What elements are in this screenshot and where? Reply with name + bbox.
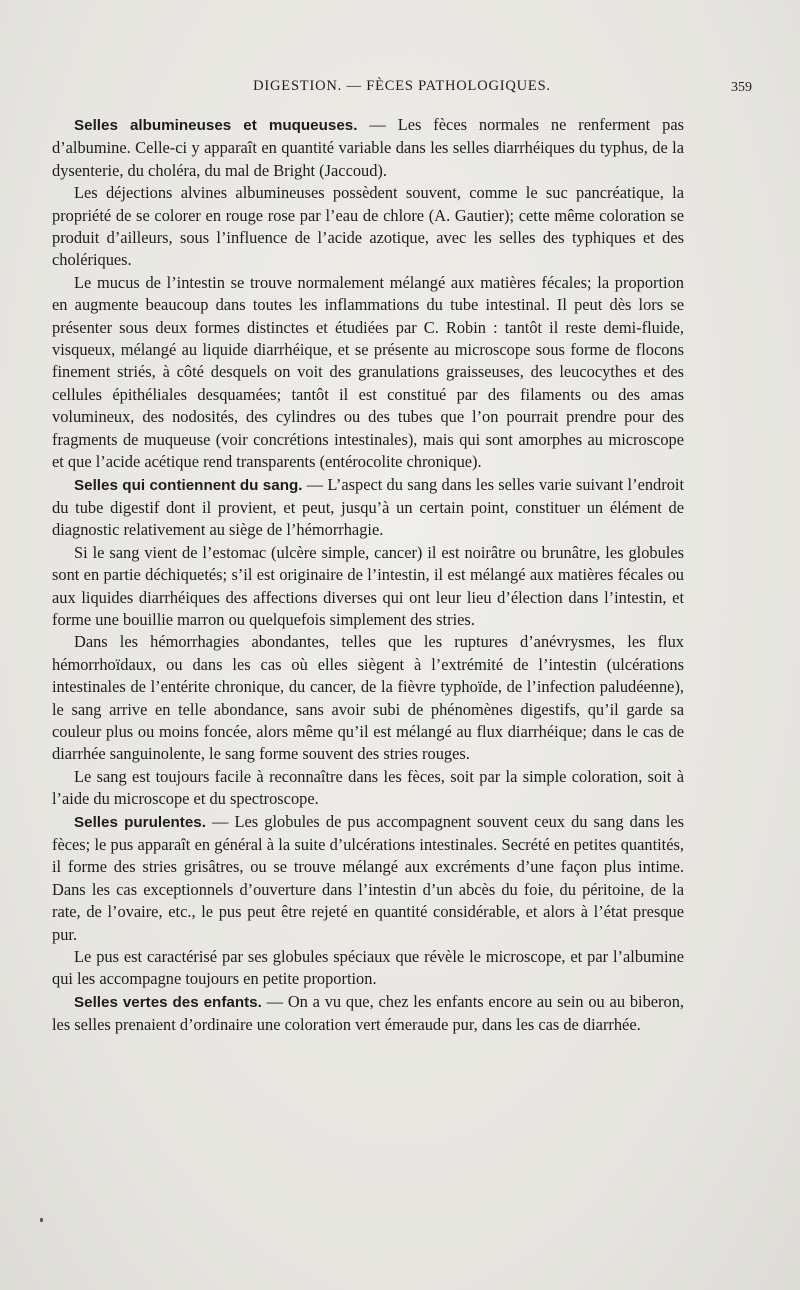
paragraph-hemorrhagies	[52, 631, 684, 765]
paragraph-text: — Les fèces normales ne renferment pas d’albumine. Celle-ci y apparaît en quantité variable dans les selles diarrhéiques du typhus, de la dysenterie, du choléra, du mal de Bright (Jaccoud).	[52, 115, 684, 180]
paragraph-mucus	[52, 272, 684, 474]
page-body	[52, 114, 684, 1037]
paragraph-text: Le sang est toujours facile à reconnaître dans les fèces, soit par la simple coloration, soit à l’aide du microscope et du spectroscope.	[52, 766, 684, 809]
section-heading: Selles purulentes.	[74, 813, 206, 831]
paragraph-text: — On a vu que, chez les enfants encore au sein ou au biberon, les selles prenaient d’ordinaire une coloration vert émeraude pur, dans les cas de diarrhée.	[52, 991, 684, 1035]
section-heading: Selles albumineuses et muqueuses.	[74, 117, 358, 134]
paragraph-estomac	[52, 542, 684, 632]
paragraph-text: Le mucus de l’intestin se trouve normalement mélangé aux matières fécales; la proportion en augmente beaucoup dans toutes les inflammations du tube intestinal. Il peut dès lors se présenter sous deux formes distinctes et étudiées par C. Robin : tantôt il reste demi-fluide, visqueux, mélangé au liquide diarrhéique, et se présente au microscope sous forme de flocons finement striés, à côté desquels on voit des granulations graisseuses, des leucocythes et des cellules épithéliales desquamées; tantôt il est constitué par des filaments ou des amas volumineux, des nodosités, des cylindres ou des tubes que l’on pourrait prendre pour des fragments de muqueuse (voir concrétions intestinales), mais qui sont amorphes au microscope et que l’acide acétique rend transparents (entérocolite chronique).	[52, 272, 684, 472]
paragraph-text: Dans les hémorrhagies abondantes, telles que les ruptures d’anévrysmes, les flux hémorrhoïdaux, ou dans les cas où elles siègent à l’extrémité de l’intestin (ulcérations intestinales de l’entérite chronique, du cancer, de la fièvre typhoïde, de l’infection paludéenne), le sang arrive en telle abondance, sans avoir subi de phénomènes digestifs, qu’il garde sa couleur plus ou moins foncée, alors même qu’il est mélangé au flux diarrhéique; dans le cas de diarrhée sanguinolente, le sang forme souvent des stries rouges.	[52, 632, 684, 764]
paragraph-text: Le pus est caractérisé par ses globules spéciaux que révèle le microscope, et par l’albumine qui les accompagne toujours en petite proportion.	[52, 947, 684, 989]
paragraph-purulentes	[52, 811, 684, 946]
paragraph-dejections	[52, 182, 684, 272]
section-heading: Selles qui contiennent du sang.	[74, 476, 303, 494]
print-speck	[40, 1218, 43, 1222]
paragraph-pus	[52, 946, 684, 991]
paragraph-text: — L’aspect du sang dans les selles varie suivant l’endroit du tube digestif dont il provient, et peut, jusqu’à un certain point, constituer un élément de diagnostic relativement au siège de l’hémorrhagie.	[52, 474, 684, 540]
paragraph-reconnaitre	[52, 766, 684, 811]
paragraph-albumineuses	[52, 114, 684, 182]
running-head: DIGESTION. — FÈCES PATHOLOGIQUES.	[253, 78, 551, 94]
paragraph-text: Si le sang vient de l’estomac (ulcère simple, cancer) il est noirâtre ou brunâtre, les globules sont en partie déchiquetés; s’il est originaire de l’intestin, il est mélangé aux matières fécales ou aux liquides diarrhéiques des affections diverses qui ont leur lieu d’élection dans l’intestin, et forme une bouillie marron ou quelquefois simplement des stries.	[52, 542, 684, 629]
section-heading: Selles vertes des enfants.	[74, 993, 262, 1011]
page-header	[52, 78, 752, 102]
paragraph-sang	[52, 474, 684, 542]
paragraph-text: — Les globules de pus accompagnent souvent ceux du sang dans les fèces; le pus apparaît en général à la suite d’ulcérations intestinales. Secrété en petites quantités, il forme des stries grisâtres, ou se trouve mélangé aux excréments d’une façon plus intime. Dans les cas exceptionnels d’ouverture dans l’intestin d’un abcès du foie, du péritoine, de la rate, de l’ovaire, etc., le pus peut être rejeté en quantité considérable, et alors à l’état presque pur.	[52, 811, 685, 944]
page-number: 359	[731, 80, 752, 95]
paragraph-vertes	[52, 991, 684, 1037]
paragraph-text: Les déjections alvines albumineuses possèdent souvent, comme le suc pancréatique, la propriété de se colorer en rouge rose par l’eau de chlore (A. Gautier); cette même coloration se produit d’ailleurs, sous l’influence de l’acide azotique, avec les selles des typhiques et des cholériques.	[52, 183, 684, 270]
